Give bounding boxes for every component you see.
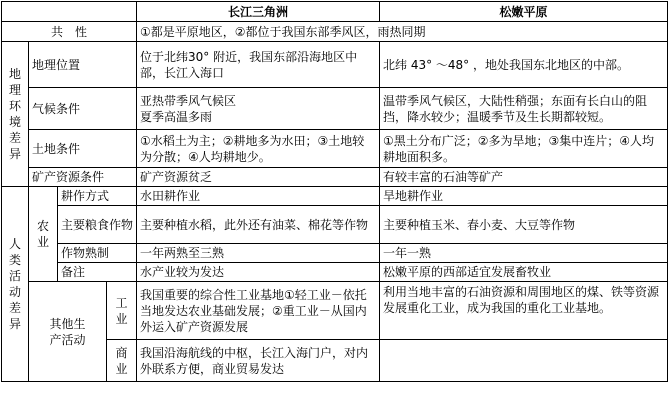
cell-songnen: 主要种植玉米、春小麦、大豆等作物 bbox=[380, 206, 668, 244]
human-group-label: 人 类 活 动 差 异 bbox=[2, 187, 29, 382]
row-label: 矿产资源条件 bbox=[29, 168, 137, 187]
cell-changjiang: 亚热带季风气候区 夏季高温多雨 bbox=[137, 88, 380, 130]
row-label: 主要粮食作物 bbox=[58, 206, 137, 244]
geo-group-label: 地 理 环 境 差 异 bbox=[2, 42, 29, 187]
comparison-table bbox=[1, 1, 668, 382]
cell-changjiang: 矿产资源贫乏 bbox=[137, 168, 380, 187]
table-row bbox=[2, 168, 668, 187]
common-row bbox=[2, 22, 668, 42]
common-label: 共 性 bbox=[2, 22, 137, 42]
table-row bbox=[2, 187, 668, 206]
cell-songnen: 北纬 43° ～48° ，地处我国东北地区的中部。 bbox=[380, 42, 668, 88]
common-text: ①都是平原地区，②都位于我国东部季风区，雨热同期 bbox=[137, 22, 668, 42]
table-row bbox=[2, 263, 668, 282]
header-corner-cell bbox=[2, 2, 137, 22]
cell-songnen bbox=[380, 340, 668, 382]
cell-songnen: 松嫩平原的西部适宜发展畜牧业 bbox=[380, 263, 668, 282]
cell-changjiang: 位于北纬30° 附近，我国东部沿海地区中部，长江入海口 bbox=[137, 42, 380, 88]
cell-songnen: 利用当地丰富的石油资源和周围地区的煤、铁等资源发展重化工业，成为我国的重化工业基地。 bbox=[380, 282, 668, 340]
cell-songnen: 旱地耕作业 bbox=[380, 187, 668, 206]
row-label: 商业 bbox=[107, 340, 137, 382]
row-label: 备注 bbox=[58, 263, 137, 282]
other-production-label: 其他生 产活动 bbox=[29, 282, 107, 382]
table-row bbox=[2, 88, 668, 130]
header-changjiang: 长江三角洲 bbox=[137, 2, 380, 22]
cell-songnen: 温带季风气候区，大陆性稍强；东面有长白山的阻挡，降水较少；温暖季节及生长期都较短。 bbox=[380, 88, 668, 130]
header-songnen: 松嫩平原 bbox=[380, 2, 668, 22]
row-label: 作物熟制 bbox=[58, 244, 137, 263]
cell-changjiang: 主要种植水稻，此外还有油菜、棉花等作物 bbox=[137, 206, 380, 244]
row-label: 耕作方式 bbox=[58, 187, 137, 206]
table-row bbox=[2, 282, 668, 340]
cell-songnen: 有较丰富的石油等矿产 bbox=[380, 168, 668, 187]
cell-changjiang: 我国沿海航线的中枢，长江入海门户，对内外联系方便，商业贸易发达 bbox=[137, 340, 380, 382]
table-row bbox=[2, 130, 668, 168]
cell-changjiang: 一年两熟至三熟 bbox=[137, 244, 380, 263]
row-label: 气候条件 bbox=[29, 88, 137, 130]
row-label: 土地条件 bbox=[29, 130, 137, 168]
table-row bbox=[2, 244, 668, 263]
cell-changjiang: 水田耕作业 bbox=[137, 187, 380, 206]
cell-songnen: 一年一熟 bbox=[380, 244, 668, 263]
cell-songnen: ①黑土分布广泛；②多为旱地；③集中连片；④人均耕地面积多。 bbox=[380, 130, 668, 168]
table-row bbox=[2, 42, 668, 88]
cell-changjiang: 我国重要的综合性工业基地①轻工业－依托当地发达农业基础发展；②重工业－从国内外运入矿产资源发展 bbox=[137, 282, 380, 340]
row-label: 地理位置 bbox=[29, 42, 137, 88]
table-row bbox=[2, 206, 668, 244]
row-label: 工业 bbox=[107, 282, 137, 340]
cell-changjiang: ①水稻土为主；②耕地多为水田；③土地较为分散；④人均耕地少。 bbox=[137, 130, 380, 168]
cell-changjiang: 水产业较为发达 bbox=[137, 263, 380, 282]
header-row bbox=[2, 2, 668, 22]
agri-label: 农 业 bbox=[29, 187, 58, 282]
